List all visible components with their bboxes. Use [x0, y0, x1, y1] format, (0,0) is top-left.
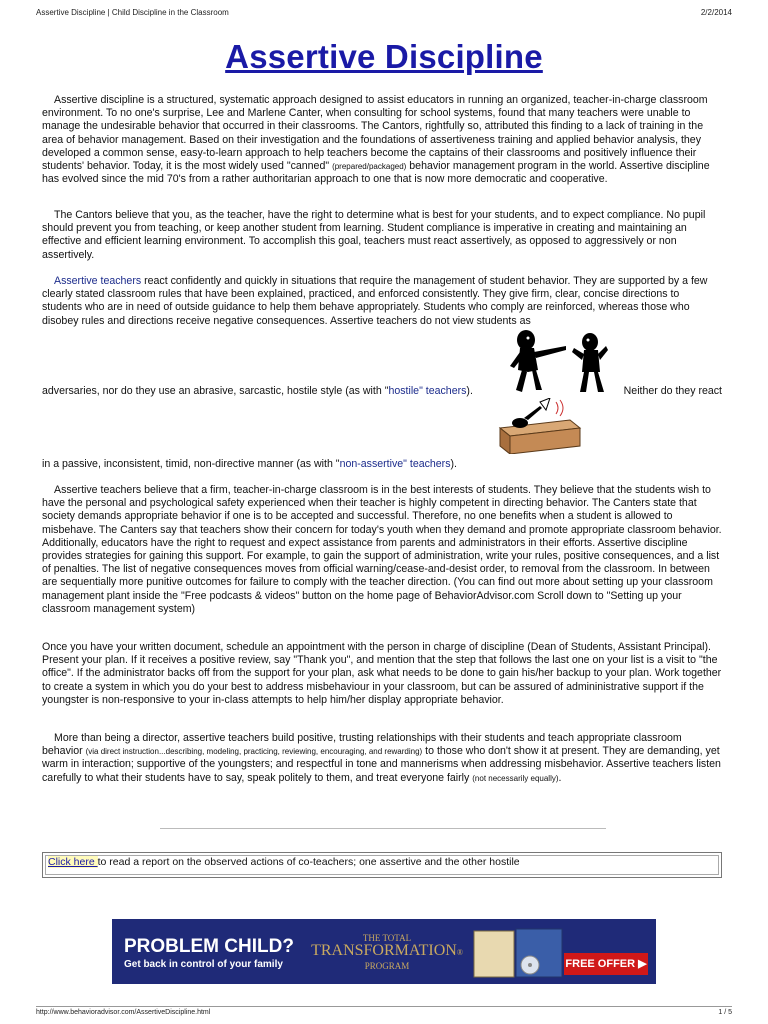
- paragraph-written-document: Once you have your written document, schedule an appointment with the person in charge of discipline (Dean of Students, Assistant Principal). Present your plan. If it receives a positive review, say "Thank you", and mention that the step that follows the last one on your list is a visit to "the office". If the administrator backs off from the support for your plan, ask what needs to be done to gain his/her backup to your plan. Work together to create a system in which you do your best to address misbehaviour in your classroom, but can be assured of admininistrative support if the youngster is non-responsive to your in-class attempts to help him/her display appropriate behavior.: [42, 641, 722, 706]
- non-assertive-teachers-link[interactable]: non-assertive" teachers: [339, 458, 451, 470]
- click-here-link[interactable]: Click here: [48, 856, 98, 868]
- assertive-teachers-link[interactable]: Assertive teachers: [54, 275, 142, 287]
- product-box-image: [470, 925, 566, 979]
- paragraph-assertive: Assertive teachers react confidently and quickly in situations that require the management of student behavior. They are supported by a few clearly stated classroom rules that have been explained, practiced, and enforced consistently. They give firm, clear, concise directions to students who are in need of outside guidance to help them behave appropriately. Students who comply are reinforced, whereas those who disobey rules and directions receive negative consequences. Assertive teachers do not view students as: [42, 275, 708, 327]
- line-adversaries: adversaries, nor do they use an abrasive, sarcastic, hostile style (as with "hostile" teachers).: [42, 385, 473, 397]
- header-date: 2/2/2014: [700, 8, 732, 17]
- program-logo: THE TOTAL TRANSFORMATION® PROGRAM: [311, 933, 463, 971]
- paragraph-cantors: The Cantors believe that you, as the teacher, have the right to determine what is best for your students, and to expect compliance. No pupil should prevent you from teaching, or keep another student from learning. Student compliance is imperative in creating and maintaining an effective and efficient learning environment. To accomplish this goal, teachers must react assertively, as opposed to aggressively or non assertively.: [42, 209, 706, 261]
- free-offer-button[interactable]: FREE OFFER ▶: [564, 953, 648, 975]
- print-footer: [36, 1006, 732, 1016]
- advertisement-banner[interactable]: [112, 919, 656, 984]
- timid-teacher-illustration: [496, 398, 582, 454]
- paragraph-best-interests: Assertive teachers believe that a firm, teacher-in-charge classroom is in the best interests of students. They believe that the students wish to have the personal and psychological safety experienced when their teacher is highly competent in directing behavior. The Canters state that society demands appropriate behavior if one is to be accepted and successful. Therefore, no one benefits when a student is allowed to misbehave. The Canters say that teachers show their concern for today's youth when they demand and promote appropriate classroom behavior. Additionally, educators have the right to request and expect assistance from parents and administrators in their efforts. Assertive discipline provides strategies for gaining this support. For example, to gain the support of administration, write your rules, positive consequences, and a list of penalties. The list of negative consequences moves from official warning/cease-and-desist order, to removal from the classroom. In between are sequentially more punitive outcomes for failure to comply with the teacher direction. (You can find out more about setting up your classroom management plant inside the "Free podcasts & videos" button on the home page of BehaviorAdvisor.com Scroll down to "Setting up your classroom management system): [42, 484, 722, 615]
- header-page-title: Assertive Discipline | Child Discipline in the Classroom: [36, 8, 229, 17]
- print-header: [36, 8, 732, 17]
- page-title: Assertive Discipline: [225, 38, 543, 75]
- line-adversaries-right: Neither do they react: [623, 385, 722, 397]
- footer-url: http://www.behavioradvisor.com/AssertiveDiscipline.html: [36, 1009, 211, 1016]
- hostile-teachers-link[interactable]: hostile" teachers: [388, 385, 467, 397]
- report-link-box: Click here to read a report on the observed actions of co-teachers; one assertive and the other hostile: [42, 852, 722, 878]
- paragraph-intro: Assertive discipline is a structured, systematic approach designed to assist educators in running an organized, teacher-in-charge classroom environment. To no one's surprise, Lee and Marlene Canter, when consulting for school systems, found that many teachers were unable to manage the undesirable behavior that occurred in their classrooms. The Cantors, rightfully so, attributed this finding to a lack of training in the area of behavior management. Based on their investigation and the foundations of assertiveness training and applied behavior analysis, they developed a common sense, easy-to-learn approach to help teachers become the captains of their classrooms and positively influence their students' behavior. Today, it is the most widely used "canned" (prepared/packaged) behavior management program in the world. Assertive discipline has evolved since the mid 70's from a rather authoritarian approach to one that is now more democratic and cooperative.: [42, 94, 710, 186]
- line-passive: in a passive, inconsistent, timid, non-directive manner (as with "non-assertive" teachers).: [42, 458, 457, 470]
- banner-subtext: Get back in control of your family: [124, 959, 283, 970]
- divider: [160, 828, 606, 829]
- paragraph-director: More than being a director, assertive teachers build positive, trusting relationships with their students and teach appropriate classroom behavior (via direct instruction...describing, modeling, practicing, reviewing, encouraging, and rewarding) to those who don't show it at present. They are demanding, yet warm in interaction; supportive of the youngsters; and respectful in tone and mannerisms when addressing misbehavior. Assertive teachers listen carefully to what their students have to say, speak politely to them, and treat everyone fairly (not necessarily equally).: [42, 732, 721, 784]
- banner-headline: PROBLEM CHILD?: [124, 936, 294, 957]
- footer-page-number: 1 / 5: [718, 1009, 732, 1016]
